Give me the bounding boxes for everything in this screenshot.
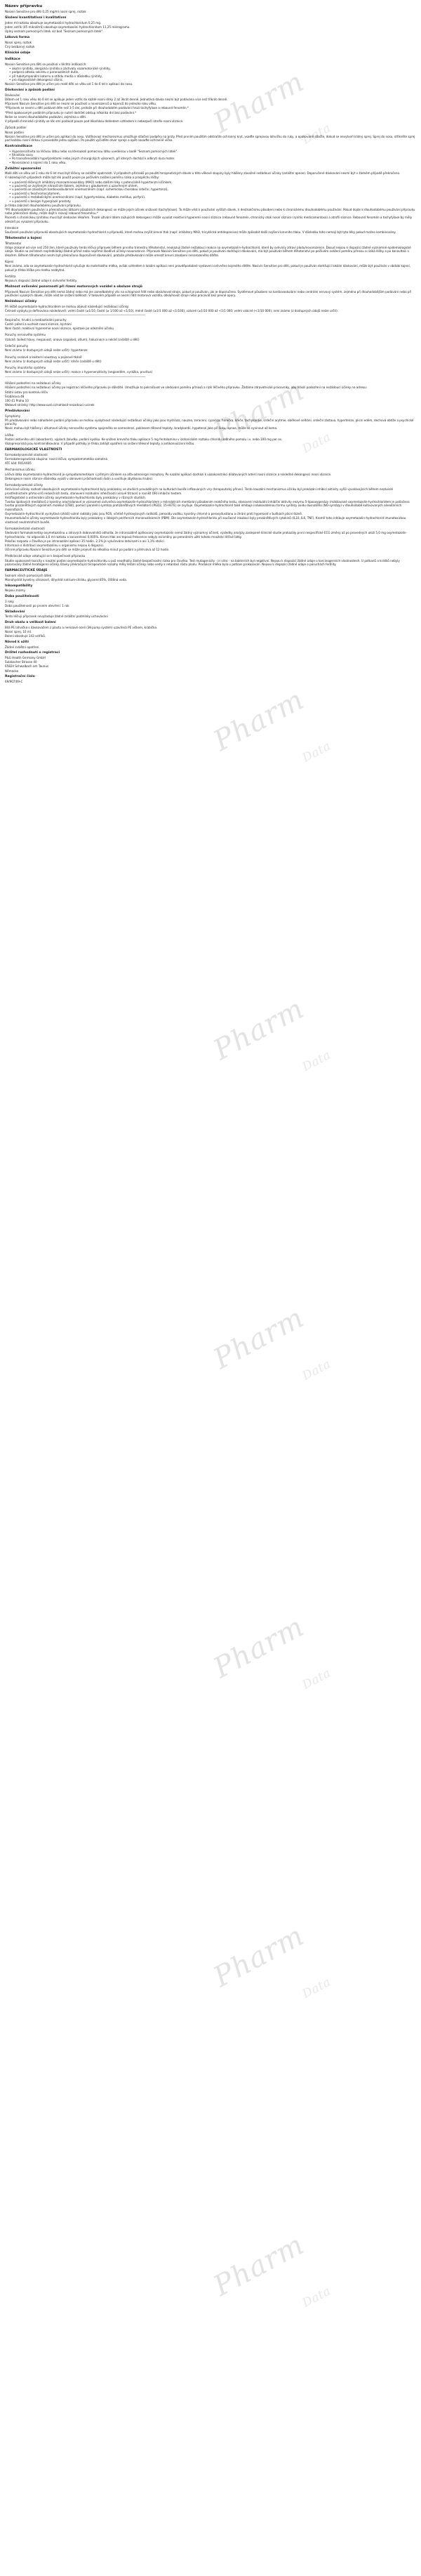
list-item: • u pacientů s benigní hyperplazií prostaty. xyxy=(10,199,416,203)
paragraph: P&G Health Germany GmbH xyxy=(5,655,46,659)
list-item: • akutní rýnitida, alergická rýnitida a záchvaty vazomotorické rýnitidy, xyxy=(10,67,416,70)
paragraph: Nasivin Sensitive pro děti 0,25 mg/ml nosní sprej, roztok xyxy=(5,10,86,14)
paragraph: Antiflogistické a antivirobní účinky oxymetazolin-hydrochloridu byly prokázány v různých studiích. xyxy=(5,495,146,499)
paragraph: Účinné přípravku Nasivin Sensitive pro děti se může projevit do několika minut po podání a přetrvává až 12 hodin. xyxy=(5,548,170,552)
paragraph: Nasivin Sensitive pro děti se používá v těchto indikacích: xyxy=(5,62,87,66)
list-item: • Novorozenci a kojenci do 1 roku věku. xyxy=(10,161,416,164)
list-item: • Hypersenzitivita na léčivou látku nebo na kteroukoli pomocnou látku uvedenou v bodě "Seznam pomocných látek". xyxy=(10,150,416,153)
section-heading-indikace: Indikace xyxy=(5,58,20,62)
section-heading-inkompatibility: Inkompatibility xyxy=(5,584,33,588)
paragraph: Vazopresorická jsou kontraindikována. V případě potřeby je třeba zahájit opatření na snížení tělesné teploty a antikonvulzivní léčbu. xyxy=(5,442,195,446)
paragraph: 65824 Schwalbach am Taunus xyxy=(5,664,49,669)
paragraph: ATC kód: R01AA05 xyxy=(5,461,32,465)
list-item: • pro diagnostické dekongesci sliznic. xyxy=(10,78,416,81)
watermark-text: Pharm xyxy=(208,1610,310,1685)
section-heading-lekova-forma: Léková forma xyxy=(5,36,30,40)
paragraph: Farmakodynamické vlastnosti xyxy=(5,452,48,456)
section-heading-obal: Druh obalu a velikost balení xyxy=(5,621,56,625)
paragraph: Šrobárova 48 xyxy=(5,394,25,398)
paragraph: Není známo (z dostupných údajů nelze určit): křeče (zvláště u dětí) xyxy=(5,359,102,363)
paragraph: Tento léčivý přípravek nevyžaduje žádné zvláštní podmínky uchovávání xyxy=(5,615,108,619)
paragraph: Nasivin Sensitive pro děti je určen pro malé děti ve věku od 1 do 6 let k aplikaci do nosu. xyxy=(5,82,133,86)
watermark-text: Pharm xyxy=(208,683,310,758)
paragraph: Farmakokinetické vlastnosti xyxy=(5,526,45,530)
paragraph: Seznam všech pomocných látek xyxy=(5,573,52,577)
paragraph: Časté: pálení a suchost nosní sliznice, kýchání xyxy=(5,322,72,326)
section-heading-klinicke-udaje: Klinické údaje xyxy=(5,51,31,55)
paragraph: Nosní podání. xyxy=(5,130,25,134)
paragraph: Četnost výskytu je definována následovně: velmi časté (≥1/10; časté (≥ 1/100 až <1/10), méně časté (≥1/1 000 až <1/100); vzácné (≥1/10 000 až <1/1 000; velmi vzácné (<1/10 000); není známo (z dostupných údajů nelze určit). xyxy=(5,308,339,313)
section-heading-upozorneni: Zvláštní upozornění xyxy=(5,166,41,171)
watermark-text: Pharm xyxy=(208,1301,310,1376)
list-item: • Rhinitida sicca xyxy=(10,153,416,157)
paragraph: Dětem od 1 roku věku do 6 let se aplikuje jeden vstřik do každé nosní dírky 2 až 3krát denně. Jednotlivá dávka nesmí být podávána více než třikrát denně. xyxy=(5,98,228,102)
section-heading-kontraindikace: Kontraindikace xyxy=(5,145,33,149)
paragraph: Imunomodulační účinky oxymetazolin-hydrochloridu byly prokázány v lidských periferních mononukleárních (PBM). Dle oxymetazolin-hydrochloridu při současné inkubaci byly prozánětlivých cytokinů (IL10, IL6, TNF). Kromě toho inhibuje oxymetazolin-hydrochlorid imunotoxickou vlastnost neutrotrofních buněk. xyxy=(5,516,406,524)
paragraph: Není známo (z dostupných údajů nelze určit): hypertenze xyxy=(5,348,88,353)
paragraph: Srdeční poruchy xyxy=(5,343,29,348)
paragraph: Současné používání přípravků obsahujících oxymetazolin-hydrochlorid a přípravků, které mohou zvýšit krevní tlak (např. inhibitory MAO, tricyklická antidepresiva) může způsobit další zvýšení krevního tlaku. V důsledku toho nemají být tyto léky pokud možno kombinovány. xyxy=(5,230,396,235)
paragraph: Léčivá látka oxymetazolin-hydrochlorid je sympatomimetikum s přímým účinkem na alfa-adrenergní receptory. Po nazální aplikaci dochází k vazokonstrikci dilatovaných arterií nosní sliznice a následné dekongesci nosní sliznice. xyxy=(5,472,332,476)
paragraph: Státní ústav pro kontrolu léčiv xyxy=(5,390,48,394)
watermark-text: Data xyxy=(300,1357,333,1384)
paragraph: Nosní sprej, 10 ml. xyxy=(5,629,32,633)
paragraph: Nosní sprej, roztok xyxy=(5,40,32,44)
list-item: • podpora odtoku sekretu z paranazálních dutin, xyxy=(10,70,416,74)
watermark-text: Data xyxy=(300,739,333,765)
paragraph: 3 roky. xyxy=(5,599,15,603)
watermark-text: Data xyxy=(300,121,333,147)
watermark-text: Pharm xyxy=(208,992,310,1067)
section-heading-slozeni: Složení kvantitativní i kvalitativní xyxy=(5,16,67,20)
watermark-text: Data xyxy=(300,2284,333,2311)
paragraph: Těhotenství xyxy=(5,241,22,245)
paragraph: Antivirové účinky rozhodl obsahujících oxymetazolin-hydrochlorid byly prokázány ve studiích prováděných na kulturách buněk infikovaných viry (terapeutický přínos). Tento kauzální mechanismus účinku byl prokázán inhibicí aktivity vyšší vyvolávajících během nezávislé prostřednictvím přímo-vírů redukčních testu, stanovení reziduální infekčnosti (virové titrace) a rovněž ORI inhibiční testem. xyxy=(5,487,394,495)
paragraph: Jeden ml roztoku obsahuje oxymetazolini hydrochloridum 0,25 mg. xyxy=(5,20,102,25)
paragraph: Dekongesce nosní sliznice důsledku vyústí v obnovení průchodnosti dutin a uvolňuje zbytkovou trubici. xyxy=(5,476,154,480)
section-heading-davkovani: Dávkování a způsob podání xyxy=(5,88,55,93)
paragraph: Interakce xyxy=(5,226,19,230)
paragraph: Způsob podání xyxy=(5,126,27,130)
paragraph: Léčba xyxy=(5,433,14,437)
paragraph: Pacienti s chronickou rýnitidou musí být sledováni lékařem. Trvalé užívání látem zúžujících dekongesci může vyvolat reaktivní hyperemii nosní sliznice (rebound fenomén, chronický otok nosní sliznice (rýnitis medicamentosa) a atrofii sliznice. Rebound fenomén a tachyfylaxe by měly odeznít po vysazení přípravku. xyxy=(5,216,413,223)
paragraph: Farmakoterapeutická skupina: nosní léčiva; sympatomimetika samotná xyxy=(5,456,107,461)
paragraph: Farmakodynamické účinky xyxy=(5,483,44,487)
paragraph: Navíc mohou být hlášeny i útlumové účinky nervového systému spojeného se somnolencí, poklesem tělesné teploty, bradykardií, hypotenzí jako při šoku, apnoe, může se vyvinout až koma. xyxy=(5,426,278,431)
section-heading-predavkovani: Předávkování xyxy=(5,409,30,414)
paragraph: Nasivin Sensitive pro děti je určen pro aplikaci do nosu. Vstřikovací mechanismus umožňuje stlačení podpěry na prsty. Před prvním použitím odstraňte ochranný kryt, vsaďte sprejovou lahvičku do ruky, a opakovaně stlačte, dokud se nevytvoří klidný sprej. Sprej do nosu, stříkněte sprej pod každou nosní dírkou a provedete jednu aplikaci. Po použití vyčistěte otvor spreje a opět nasaďte ochranné víčko. xyxy=(5,134,415,143)
paragraph: Doba použitelnosti po prvním otevření: 1 rok xyxy=(5,603,69,607)
bullet-list xyxy=(5,67,416,82)
list-item: • při tubotympanální katarru a otitidu media v důsledku rýnitidy, xyxy=(10,74,416,78)
paragraph: 69/907/09-C xyxy=(5,680,23,683)
paragraph: 100 41 Praha 10 xyxy=(5,398,29,402)
watermark-text: Pharm xyxy=(208,374,310,449)
paragraph: Německo xyxy=(5,669,19,673)
section-heading-navod: Návod k užití xyxy=(5,640,29,644)
paragraph: Úplný seznam pomocných látek viz bod "Seznam pomocných látek". xyxy=(5,29,104,34)
section-heading-nazev: Název přípravku xyxy=(5,4,43,8)
watermark-text: Data xyxy=(300,430,333,456)
section-heading-skladovani: Skladování xyxy=(5,610,25,614)
section-heading-ridici: Možnost ovlivnění pozornosti při řízení motorových vozidel a obsluze strojů xyxy=(5,285,142,289)
watermark-text: Data xyxy=(300,1666,333,1693)
paragraph: Fertilita xyxy=(5,275,16,279)
paragraph: Je třeba zabránit dlouhodobému používání přípravku. xyxy=(5,203,81,207)
paragraph: *Před opakovaným podáním přípravku je nutné dodržet odstup několika dní bez podávání.* xyxy=(5,110,137,114)
paragraph: Není známo, zda se oxymetazolin-hydrochlorid vylučuje do mateřského mléka, avšak vzhledem k lokální aplikaci není pravděpodobné vystavení ovlivněno kojeného dítěte. Nasivin Sensitive pro děti, pokud je používán dodržující lokální dávkování, může být používán v období kojení, pokud je třeba léčba pro matku nezbytná. xyxy=(5,264,410,272)
paragraph: Vzácné: bolest hlavy, nespavost, únava (ospalost, útlum), halucinace a neklid (zvláště u dětí) xyxy=(5,337,140,341)
list-item: • u pacientů léčených inhibitory monoaminooxidázy (MAO) nebo dalšími léky s potenciálně hypertenzní účinkem, xyxy=(10,180,416,184)
section-heading-doba-pouzitelnosti: Doba použitelnosti xyxy=(5,595,39,599)
divider-dashes: -------------------------------------------------------------------------------------------------------------------------------------------------------------------------- xyxy=(5,374,146,379)
paragraph: Nejsou známy. xyxy=(5,589,26,593)
paragraph: Respirační, hrudní a mediastinální poruchy xyxy=(5,317,67,322)
list-item: • u pacientů s feochromocytomem, xyxy=(10,192,416,195)
paragraph: Tvorba lipidových mediátorů z kyseliny arachidonové je významné ovlivněna oxymetazolin-hydrochloridem v mikrolatních membrání působením reakčního testu, stanovení reziduální inhibiční aktivity enzymu 5-lipooxygenázy (mákkavané oxymetazolin-hydrochloridem je potlačena tvorba prozánětlivých signálních molekul (LTB4), pomocí paralelní syntéza protizánětlivých mediátorů (PGD2, 15-HETE) se zvyšuje. Oxymetazolin-hydrochlorid také inhibuje indukovatelnou formu syntézy oxidu dusnatého (NO-syntázy) v dlouhodobě kultivovaných alveolárních makrofázích. xyxy=(5,500,410,511)
paragraph: Poločas rozpadu v člověka je po intranazální aplikaci 35 hodin. 2,1% je vylučováno ledvinami a asi 1,1% stolicí. xyxy=(5,539,165,543)
paragraph: Informace o distribuci oxymetazolinu v organismu nejsou k dispozici. xyxy=(5,543,105,547)
paragraph: Nelze se nesmí dlouhodobého podávání, zejména u dětí. xyxy=(5,114,87,119)
watermark-text: Pharm xyxy=(208,2228,310,2303)
list-item: • u pacientů se zvýšeným nitroočním tlakem, zejména s glaukomem s uzavřeným úhlem, xyxy=(10,184,416,188)
paragraph: Hlášení podezření na nežádoucí účinky po registraci léčivého přípravku je důležité. Umožňuje to pokračovat ve sledování poměru přínosů a rizik léčivého přípravku. Žádáme zdravotnické pracovníky, aby hlásili podezření na nežádoucí účinky na adresu: xyxy=(5,386,368,390)
paragraph: Přípravek Nasivin Sensitive pro děti nemá žádný nebo má jen zanedbatelný vliv na schopnost řídit nebo obsluhovat stroje, pokud je používán, jak je doporučeno. Systémové působení na kardiovaskulární nebo centrální nervový systém, zejména při dlouhodobějším podávání nebo při používání vysokých dávek, může vést ke snížení bdělosti. V takovém případě se nesmí řídit motorová vozidla, obsluhovat stroje nebo pracovat bez pevné opory. xyxy=(5,289,412,298)
paragraph: Mechanismus účinku xyxy=(5,468,35,472)
paragraph: Podání aktivního uhlí (absorbent), výplach žaludku, podání kyslíku. Ke snížení krevního tlaku aplikace 5 mg fentolaminu v izotonickém roztoku chloridu sodného pomalu i.v. nebo 100 mg per os. xyxy=(5,437,283,441)
divider-dashes: -------------------------------------------------------------------------------------------------------------------------------------------------------------------------- xyxy=(5,313,146,317)
paragraph: Oxymetazolin-hydrochlorid vychytává (zháší) volné radikály jako jsou ROS, včetně hydroxylových radikálů, peroxidu vodíku, kyseliny chlorné a peroxydusitanu a chrání proti hyperoxid v buňkách plicní tkáně. xyxy=(5,512,303,516)
watermark-text: Pharm xyxy=(208,1919,310,1994)
section-heading-farmaceuticke: FARMACEUTICKÉ ÚDAJE xyxy=(5,568,48,572)
bullet-list xyxy=(5,150,416,165)
paragraph: Studie opakované toxicity s nasální podání oxymetazolin-hydrochloridu u psů neodhalily žádné bezpečnostní rizika pro člověka. Test mutagenicity - in vitro - na bakteriích byl negativní. Nejsou k dispozici žádné údaje o karcinogenních vlastnostech. U potkanů a králíků nebyly pozorovány žádné teratogenní účinky. Dávky překračující terapeutické rozsahy měly letální účinky nebo vedly k retardaci růstu plodu. Produkce mléka byla u potkaní prokazován. Nejsou k dispozici žádné údaje o poruchách fertility. xyxy=(5,558,400,567)
paragraph: Dávkování xyxy=(5,93,20,97)
paragraph: Poruchy svalové a kosterní soustavy a pojivové tkáně xyxy=(5,355,82,359)
paragraph: Sledování farmakokinetiky oxymetazolinu u zdravých dobrovolníků odhalila, že intranazálně aplikovaný oxymetazolin nemá žádný významný účinek, výsledky analýzy zaslepené klinické studie prokazály první nespecifické ECG změny až po provedných uloží 5,0 mg oxymetazolin-hydrochloridu - to odpovídá 3,0 ml roztoku o koncentraci 0,005%. Krevní tlak ani tepová frekvence nebyly ovlivněny po perorálním užití tohoto množství léčivé látky. xyxy=(5,531,407,539)
paragraph: Kojení xyxy=(5,260,14,264)
paragraph: Poruchy imunitního systému xyxy=(5,366,46,370)
paragraph: Symptomy xyxy=(5,414,21,418)
paragraph: *Při dlouhodobém používání a překračování látkami působících dekongesci se může jejich účinek snižovat (tachyfylaxe). To může vést k používání vyšších dávek, k destrukčnímu působení nebo k chronickému dlouhodobému používání. Pokud dojde k dlouhodobému používání přípravku nebo překročení dávky, může dojít k rozvoji rebound fenoménu.* xyxy=(5,207,415,216)
section-heading-registracni-cislo: Registrační číslo xyxy=(5,675,35,679)
paragraph: Bílá PE lahvička s dávkovačem z plastu a nerezové oceli (3K-pump systém) uzavřená PE víčkem, krabička. xyxy=(5,625,158,629)
document-body xyxy=(5,4,416,683)
paragraph: Jeden vstřik (45 mikrolitrů) obsahuje oxymetazolini hydrochloridum 11,25 mikrogramu. xyxy=(5,25,131,29)
paragraph: Údaje získané od více než 250 žen, které používaly tento léčivý přípravek během prvního trimestru těhotenství, neukazují žádné nežádoucí reakce na oxymetazolin-hydrochlorid, které by ovlivnily zdraví plodu/novorozence. Dosud nejsou k dispozici žádné významné epidemiologické údaje. Studie na zvířatech nepředkládají žádné přímé nebo nepřímé škodlivé účinky-novorozence. Přípravek Nasivin Sensitive pro děti, pokud je používán dodržující dávkování, má být používán během těhotenství po pečlivém zvážení poměru přínosu a rizika léčby a po konzultaci s lékařem. Během těhotenství nesmí být překročeno doporučené dávkování, protože předávkování může omezit krevní zásobení nenarozeného dítěte. xyxy=(5,246,411,257)
paragraph: Při léčbě oxymetazolin-hydrochloridem se mohou objevit následující nežádoucí účinky. xyxy=(5,304,129,308)
paragraph: Při předávkování nebo náhodném podání přípravku se mohou vyskytnout následující nežádoucí účinky jako jsou mydriáza, nauzea, zvracení, cyanóza, horečka, křeče, tachykardie, srdeční arytmie, oběhové selhání, srdeční zástava, hypertenze, plicní edém, dechová obtíže a psychické poruchy. xyxy=(5,418,414,426)
list-item: • Po transsfenoidální hypofyzektomii nebo jiných chirurgických výkonech, při kterých dochází k odkrytí dura mater. xyxy=(10,157,416,160)
paragraph: Žádné zvláštní opatření. xyxy=(5,645,40,649)
paragraph: Balení obsahuje 143 vstřiků. xyxy=(5,634,46,638)
bullet-list xyxy=(5,180,416,203)
paragraph: Není časté: reaktivní hyperemie nosní sliznice, epistaxe po odeznění účinku xyxy=(5,327,114,331)
paragraph: Předklinické údaje vztahující se k bezpečnosti přípravku xyxy=(5,554,86,558)
watermark-text: Pharm xyxy=(208,65,310,140)
list-item: • u pacientů s metabolickými onemocněními (např. hypertyreózou, diabetes mellitus, porfyrií), xyxy=(10,195,416,199)
paragraph: Není známo (z dostupných údajů nelze určit): reakce z hypersenzitivity (angioedém, vyrážka, pruritus) xyxy=(5,370,153,374)
paragraph: Malé děti ve věku od 1 roku do 6 let musí být léčeny se zvláštní opatrností. V případech příznaků po použití terapeutických dávek u této věkové skupiny byly hlášeny závažné nežádoucí účinky (zvláštní apnoe). Doporučené dávkování nesmí být v žádném případě překročeno. xyxy=(5,171,401,176)
paragraph: Nejsou k dispozici žádné údaje k ovlivnění fertility. xyxy=(5,279,78,283)
paragraph: Čirý bezbarvý roztok xyxy=(5,44,35,48)
section-heading-drzitel: Držitel rozhodnutí o registraci xyxy=(5,651,60,655)
paragraph: Monohydrát kyseliny citronové, dihydrát natrium-citrátu, glycerol 85%, čištěná voda. xyxy=(5,577,128,581)
paragraph: *Přípravek se nesmí u dětí podávat déle než 3-5 dní, protože při dlouhodobém podávání hrozí tachyfylaxe a rebound fenomén.* xyxy=(5,106,189,110)
paragraph: Sulzbacher Strasse 40 xyxy=(5,660,37,664)
section-heading-tehotenstvi: Těhotenství a kojení xyxy=(5,237,42,241)
watermark-text: Data xyxy=(300,1048,333,1075)
list-item: • u pacientů se závažným kardiovaskulárním onemocněním (např. ischemickou chorobou srdeční, hypertenzí), xyxy=(10,188,416,191)
paragraph: Poruchy nervového systému xyxy=(5,333,46,337)
watermark-text: Data xyxy=(300,1975,333,2002)
section-heading-farmakologicke: FARMAKOLOGICKÉ VLASTNOSTI xyxy=(5,448,62,452)
paragraph: V následujících případech může být lék použit pouze po pečlivém zvážení poměru rizika a prospěchu léčby: xyxy=(5,176,160,180)
section-heading-nezadouci: Nežádoucí účinky xyxy=(5,300,37,304)
paragraph: Hlášení podezření na nežádoucí účinky xyxy=(5,381,61,386)
paragraph: Přípravek Nasivin Sensitive pro děti se nesmí se používat u novorozenců a kojenců do jednoho roku věku. xyxy=(5,102,157,106)
paragraph: V případě chronické rýnitidy se lék smí podávat pouze pod lékařskou dohledem vzhledem k nebezpečí atrofie nosní sliznice. xyxy=(5,119,184,123)
paragraph: Webové stránky: http://www.sukl.cz/nahlasit-nezadouci-ucinek xyxy=(5,403,95,407)
